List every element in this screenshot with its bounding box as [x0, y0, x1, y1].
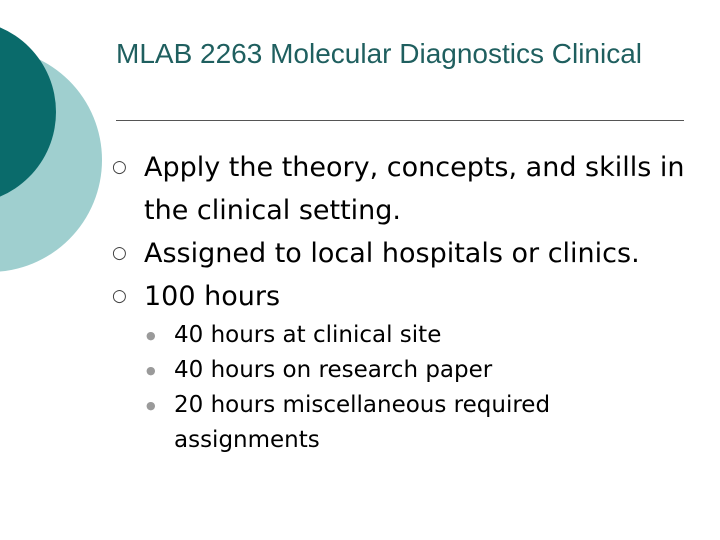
- filled-circle-bullet-icon: ●: [146, 364, 156, 377]
- sub-bullet-text: 20 hours miscellaneous required assignments: [174, 392, 551, 453]
- bullet-text: 100 hours: [144, 281, 281, 312]
- bullet-text: Assigned to local hospitals or clinics.: [144, 238, 640, 269]
- bullet-text: Apply the theory, concepts, and skills in the clinical setting.: [144, 152, 685, 226]
- slide-body: [112, 146, 692, 458]
- filled-circle-bullet-icon: ●: [146, 399, 156, 412]
- sub-bullet-item: [112, 318, 692, 353]
- sub-bullet-item: [112, 353, 692, 388]
- bullet-item: [112, 232, 692, 275]
- filled-circle-bullet-icon: ●: [146, 329, 156, 342]
- bullet-item: [112, 275, 692, 318]
- title-divider: [116, 120, 684, 121]
- hollow-circle-bullet-icon: ○: [112, 286, 127, 306]
- sub-bullet-text: 40 hours on research paper: [174, 357, 493, 383]
- sub-bullet-list: [112, 318, 692, 458]
- bullet-item: [112, 146, 692, 232]
- hollow-circle-bullet-icon: ○: [112, 243, 127, 263]
- sub-bullet-item: [112, 388, 692, 458]
- decorative-circles: [0, 0, 120, 300]
- slide-title: MLAB 2263 Molecular Diagnostics Clinical: [116, 38, 643, 69]
- hollow-circle-bullet-icon: ○: [112, 157, 127, 177]
- sub-bullet-text: 40 hours at clinical site: [174, 322, 442, 348]
